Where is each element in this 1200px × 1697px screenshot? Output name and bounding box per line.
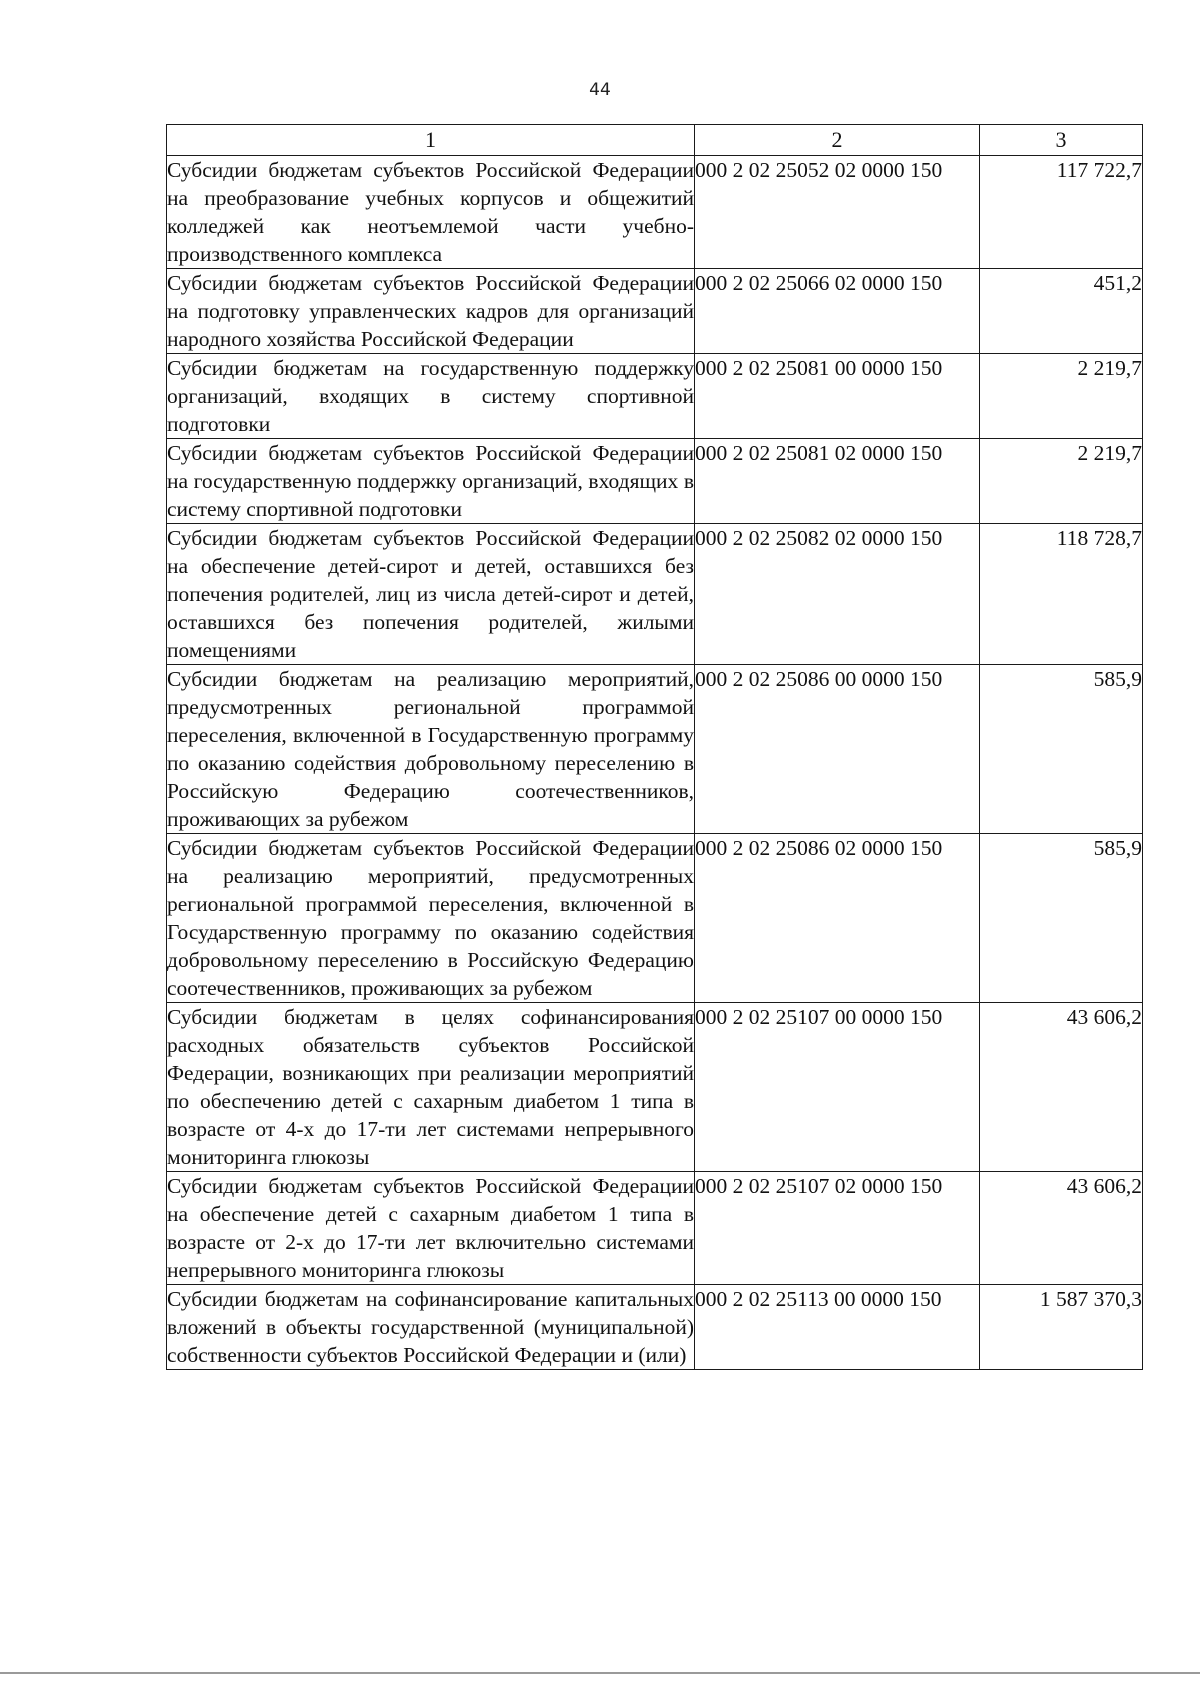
row-amount-cell: 1 587 370,3 bbox=[980, 1285, 1143, 1370]
row-amount-cell: 2 219,7 bbox=[980, 439, 1143, 524]
page-number: 44 bbox=[589, 80, 611, 100]
row-name-cell: Субсидии бюджетам на государственную поддержку организаций, входящих в систему спортивной подготовки bbox=[167, 354, 695, 439]
row-code-cell: 000 2 02 25081 02 0000 150 bbox=[695, 439, 980, 524]
scan-bottom-rule bbox=[0, 1672, 1200, 1674]
row-code-cell: 000 2 02 25107 02 0000 150 bbox=[695, 1172, 980, 1285]
table-row bbox=[167, 269, 1143, 354]
row-name-cell: Субсидии бюджетам в целях софинансирования расходных обязательств субъектов Российской Федерации, возникающих при реализации мероприятий по обеспечению детей с сахарным диабетом 1 типа в возрасте от 4-х до 17-ти лет системами непрерывного мониторинга глюкозы bbox=[167, 1003, 695, 1172]
row-name-cell: Субсидии бюджетам субъектов Российской Федерации на государственную поддержку организаций, входящих в систему спортивной подготовки bbox=[167, 439, 695, 524]
row-name-cell: Субсидии бюджетам субъектов Российской Федерации на реализацию мероприятий, предусмотренных региональной программой переселения, включенной в Государственную программу по оказанию содействия добровольному переселению в Российскую Федерацию соотечественников, проживающих за рубежом bbox=[167, 834, 695, 1003]
row-code-cell: 000 2 02 25086 02 0000 150 bbox=[695, 834, 980, 1003]
row-amount-cell: 585,9 bbox=[980, 834, 1143, 1003]
row-amount-cell: 451,2 bbox=[980, 269, 1143, 354]
row-code-cell: 000 2 02 25066 02 0000 150 bbox=[695, 269, 980, 354]
row-amount-cell: 2 219,7 bbox=[980, 354, 1143, 439]
row-name-cell: Субсидии бюджетам субъектов Российской Федерации на подготовку управленческих кадров для организаций народного хозяйства Российской Федерации bbox=[167, 269, 695, 354]
column-header-1: 1 bbox=[167, 125, 695, 156]
row-code-cell: 000 2 02 25107 00 0000 150 bbox=[695, 1003, 980, 1172]
budget-table bbox=[166, 124, 1143, 1370]
table-row bbox=[167, 524, 1143, 665]
column-header-2: 2 bbox=[695, 125, 980, 156]
row-name-cell: Субсидии бюджетам субъектов Российской Федерации на обеспечение детей-сирот и детей, оставшихся без попечения родителей, лиц из числа детей-сирот и детей, оставшихся без попечения родителей, жилыми помещениями bbox=[167, 524, 695, 665]
row-code-cell: 000 2 02 25052 02 0000 150 bbox=[695, 156, 980, 269]
row-amount-cell: 43 606,2 bbox=[980, 1172, 1143, 1285]
table-row bbox=[167, 354, 1143, 439]
row-name-cell: Субсидии бюджетам субъектов Российской Федерации на обеспечение детей с сахарным диабетом 1 типа в возрасте от 2-х до 17-ти лет включительно системами непрерывного мониторинга глюкозы bbox=[167, 1172, 695, 1285]
table-row bbox=[167, 1003, 1143, 1172]
row-code-cell: 000 2 02 25081 00 0000 150 bbox=[695, 354, 980, 439]
row-name-cell: Субсидии бюджетам субъектов Российской Федерации на преобразование учебных корпусов и общежитий колледжей как неотъемлемой части учебно-производственного комплекса bbox=[167, 156, 695, 269]
row-code-cell: 000 2 02 25113 00 0000 150 bbox=[695, 1285, 980, 1370]
row-amount-cell: 43 606,2 bbox=[980, 1003, 1143, 1172]
table-row bbox=[167, 1172, 1143, 1285]
table-row bbox=[167, 1285, 1143, 1370]
table-row bbox=[167, 156, 1143, 269]
table-row bbox=[167, 439, 1143, 524]
row-code-cell: 000 2 02 25086 00 0000 150 bbox=[695, 665, 980, 834]
table-row bbox=[167, 834, 1143, 1003]
row-amount-cell: 118 728,7 bbox=[980, 524, 1143, 665]
table-header-row bbox=[167, 125, 1143, 156]
row-amount-cell: 585,9 bbox=[980, 665, 1143, 834]
row-code-cell: 000 2 02 25082 02 0000 150 bbox=[695, 524, 980, 665]
column-header-3: 3 bbox=[980, 125, 1143, 156]
row-name-cell: Субсидии бюджетам на софинансирование капитальных вложений в объекты государственной (муниципальной) собственности субъектов Российской Федерации и (или) bbox=[167, 1285, 695, 1370]
row-name-cell: Субсидии бюджетам на реализацию мероприятий, предусмотренных региональной программой переселения, включенной в Государственную программу по оказанию содействия добровольному переселению в Российскую Федерацию соотечественников, проживающих за рубежом bbox=[167, 665, 695, 834]
table-row bbox=[167, 665, 1143, 834]
row-amount-cell: 117 722,7 bbox=[980, 156, 1143, 269]
